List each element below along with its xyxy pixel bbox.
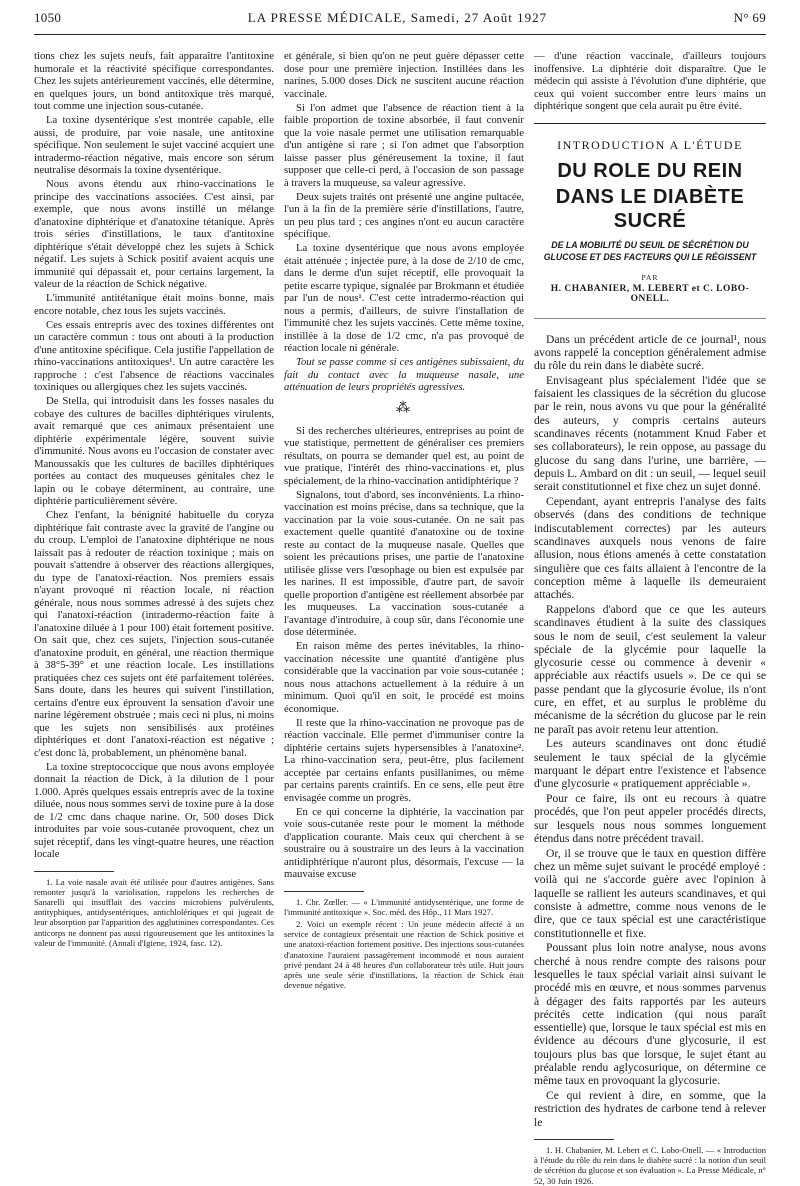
article-authors-rule [534,318,766,319]
paragraph: Or, il se trouve que le taux en question diffère chez un même sujet suivant le procédé employé : voilà qui ne s'accorde guère avec l'opinion à laquelle se rallient les auteurs scandinaves, et qui consiste à admettre, comme nous venons de le dire, que ce taux spécial est une caractéristique constitutionnelle et fixe. [534,846,766,940]
section-separator: ⁂ [396,400,412,416]
paragraph: Nous avons étendu aux rhino-vaccinations le principe des vaccinations associées. C'est ainsi, par exemple, que nous avons instillé un mélange d'anatoxine diphtérique et d'anatoxine tétanique. Après trois séries d'instillations, le taux d'antitoxine diphtérique s'était développé chez les sujets à Schick négatif. Les sujets à Schick positif avaient acquis une immunité qui dépassait et, pour certains largement, la valeur de la réaction de Schick négative. [34,178,274,290]
paragraph: La toxine dysentérique que nous avons employée était atténuée ; injectée pure, à la dose de 2/10 de cmc, dans le derme d'un sujet réceptif, elle provoquait la petite escarre typique, signalée par Brokmann et étudiée par l'un de nous¹. C'est cette intradermo-réaction qui nous a permis, d'ailleurs, de suivre l'installation de l'immunité chez les sujets vaccinés. Cette même toxine, instillée à la dose de 1/2 cmc, n'a pas provoqué de réaction locale ni générale. [284,242,524,354]
footnote-rule [284,891,364,892]
paragraph: et générale, si bien qu'on ne peut guère dépasser cette dose pour une première injection. Instillées dans les narines, 5.000 doses Dick ne suscitent aucune réaction vaccinale. [284,50,524,100]
paragraph: L'immunité antitétanique était moins bonne, mais encore notable, chez tous les sujets vaccinés. [34,292,274,317]
footnote: 1. La voie nasale avait été utilisée pour d'autres antigènes. Sans remonter jusqu'à la variolisation, rappelons les recherches de Sanarelli qui insufflait des vaccins microbiens pulvérulents, antityphiques, antidysentériques, antichlolériques et qui jugeait de leur absorption par l'apparition des agglutinines correspondantes. Ces anticorps ne donnent pas aussi rigoureusement que les antitoxines la valeur de l'immunité. (Annali d'Igiene, 1924, fasc. 12). [34,876,274,948]
paragraph: En raison même des pertes inévitables, la rhino-vaccination nécessite une quantité d'antigène plus considérable que la vaccination par voie sous-cutanée ; nous nous attachons actuellement à la réduire à un minimum. Quoi qu'il en soit, le procédé est moins économique. [284,640,524,715]
column-1 [34,50,274,1072]
paragraph: Pour ce faire, ils ont eu recours à quatre procédés, que l'on peut appeler procédés directs, sur lesquels nous nous sommes longuement étendus dans notre précédent travail. [534,792,766,845]
column-2 [284,50,524,1072]
footnote: 2. Voici un exemple récent : Un jeune médecin affecté à un service de contagieux présentait une réaction de Schick positive et une anatoxi-réaction fortement positive. Des injections sous-cutanées d'anatoxine l'auraient passagèrement incommodé et nous auraient privé pendant 24 à 48 heures d'un collaborateur très utile. Huit jours après une seule série d'instillations, la réaction de Schick était devenue négative. [284,918,524,991]
paragraph: Ce qui revient à dire, en somme, que la restriction des hydrates de carbone tend à relever le [534,1089,766,1129]
paragraph: Si l'on admet que l'absence de réaction tient à la faible proportion de toxine absorbée, il faut convenir que la voie nasale permet une utilisation remarquable d'un antigène si rare ; si l'on admet que l'absorption laisse passer plus généreusement la toxine, il faut supposer que celle-ci perd, à l'occasion de son passage à travers la muqueuse, sa valeur agressive. [284,101,524,189]
paragraph: Chez l'enfant, la bénignité habituelle du coryza diphtérique fait contraste avec la gravité de l'angine ou du croup. L'emploi de l'anatoxine diphtérique ne nous laissait pas à redouter de réaction toxinique ; mais on pouvait s'attendre à observer des réactions allergiques, du type de l'anatoxi-réaction. Nos premiers essais n'ayant provoqué ni réaction locale, ni réaction générale, nous nous sommes adressé à des sujets chez qui l'anatoxi-réaction (intradermo-réaction faite à l'anatoxine diluée à 1 pour 100) était fortement positive. On sait que, chez ces sujets, l'injection sous-cutanée d'anatoxine produit, en général, une réaction thermique à 38°5-39° et une réaction locale. Les instillations pratiquées chez ces sujets ont été parfaitement tolérées. Sans doute, dans les heures qui suivent l'instillation, certains d'entre eux éprouvent la sensation d'avoir une narine légèrement obstruée ; mais ceci ni plus, ni moins que les sujets non sensibilisés aux protéines diphtériques et dont l'anatoxi-réaction est négative ; c'est donc là, probablement, un phénomène banal. [34,509,274,759]
paragraph: Poussant plus loin notre analyse, nous avons cherché à nous rendre compte des raisons pour lesquelles le taux spécial variait ainsi suivant le procédé mis en œuvre, et nous sommes parvenus à dégager des faits rapportés par les auteurs précités cette indication (qui nous paraît essentielle) que, lorsque le taux spécial est mis en évidence au décours d'une glycosurie, il est toujours plus bas que lorsque, le sujet étant au préalable rendu aglycosurique, on détermine ce même taux en provoquant la glycosurie. [534,941,766,1088]
footnote-rule [34,871,114,872]
paragraph: La toxine streptococcique que nous avons employée donnait la réaction de Dick, à la dilution de 1 pour 1.000. Après quelques essais entrepris avec de la toxine diluée, nous nous sommes servi de toxine pure à la dose de 1/2 cmc dans chaque narine. Or, 500 doses Dick introduites par voie sous-cutanée provoquent, chez un sujet réceptif, dans les vingt-quatre heures, une réaction locale [34,760,274,860]
page-header [34,10,766,32]
article-intro: INTRODUCTION A L'ÉTUDE [557,137,743,152]
paragraph: Cependant, ayant entrepris l'analyse des faits observés (dans des conditions de technique indiscutablement correctes) par les auteurs scandinaves auxquels nous venons de faire allusion, nous étions amenés à cette constatation singulière que ces faits allaient à l'encontre de la conception même à laquelle ils demeuraient attachés. [534,495,766,602]
paragraph: Tout se passe comme si ces antigènes subissaient, du fait du contact avec la muqueuse nasale, une atténuation de leurs propriétés agressives. [284,356,524,393]
article-par: PAR [641,272,659,282]
paragraph: Signalons, tout d'abord, ses inconvénients. La rhino-vaccination est moins précise, dans sa technique, que la vaccination par la voie sous-cutanée. On ne sait pas exactement quelle quantité d'anatoxine ou de toxine reste au contact de la muqueuse nasale. Quelles que soient les précautions prises, une partie de l'anatoxine utilisée glisse vers l'œsophage ou bien est expulsée par les narines. Il est impossible, d'autre part, de savoir quelle proportion d'antigène est réellement absorbée par les muqueuses. La vaccination sous-cutanée a l'avantage d'introduire, à coup sûr, dans l'économie une dose déterminée. [284,488,524,638]
paragraph: Deux sujets traités ont présenté une angine pultacée, l'un à la fin de la première série d'instillations, l'autre, un peu plus tard ; ces angines n'ont eu aucun caractère spécifique. [284,190,524,240]
paragraph: En ce qui concerne la diphtérie, la vaccination par voie sous-cutanée reste pour le moment la méthode d'application courante. Mais ceux qui cherchent à se soustraire ou à soustraire un des leurs à la vaccination antidiphtérique n'auront plus, désormais, l'excuse — la mauvaise excuse [284,805,524,880]
paragraph: Envisageant plus spécialement l'idée que se faisaient les classiques de la sécrétion du glucose par le rein, nous avons vu que pour la généralité des auteurs, y compris certains auteurs scandinaves récents (notamment Knud Faber et ses collaborateurs), le rein oppose, au passage du glucose du sang dans l'urine, une barrière, — depuis L. Ambard on dit : un seuil, — lequel seuil serait constitutionnel et fixe chez un sujet donné. [534,373,766,494]
article-body [534,333,766,1130]
article-authors: H. CHABANIER, M. LEBERT et C. LOBO-ONELL. [550,283,750,304]
paragraph: De Stella, qui introduisit dans les fosses nasales du cobaye des cultures de bacilles diphtériques virulents, avait remarqué que ces animaux présentaient une diphtérie expérimentale légère, souvent suivie d'immunité. Nous avons eu l'occasion de constater avec Manoussakis que les cultures de bacilles diphtériques portées au contact des muqueuses génitales chez le lapin ou le cobaye déterminent, au contraire, une diphtérie particulièrement sévère. [34,395,274,507]
article-rule [534,123,766,124]
paragraph: tions chez les sujets neufs, fait apparaître l'antitoxine humorale et la réactivité spécifique correspondantes. Chez les sujets antérieurement vaccinés, elle détermine, en quelques jours, un bond antitoxique très marqué, tout comme une injection sous-cutanée. [34,50,274,112]
header-rule [34,34,766,35]
paragraph: — d'une réaction vaccinale, d'ailleurs toujours inoffensive. La diphtérie doit disparaître. Que le médecin qui assiste à l'évolution d'une diphtérie, que ceux qui voient succomber entre leurs mains un diphtérique songent que cela aurait pu être évité. [534,50,766,112]
issue-number: N° 69 [733,10,766,25]
footnote: 1. H. Chabanier, M. Lebert et C. Lobo-Onell. — « Introduction à l'étude du rôle du rein dans le diabète sucré : la notion d'un seuil de sécrétion du glucose et son évaluation ». La Presse Médicale, n° 52, 30 Juin 1926. [534,1145,766,1186]
paragraph: Il reste que la rhino-vaccination ne provoque pas de réaction vaccinale. Elle permet d'immuniser contre la diphtérie certains sujets hypersensibles à l'anatoxine². La rhino-vaccination sera, peut-être, plus facilement acceptée par certains enfants pusillanimes, ou même par certains parents craintifs. En ce sens, elle peut être envisagée comme un progrès. [284,716,524,804]
article-title-line-2: DANS LE DIABÈTE SUCRÉ [555,185,745,232]
paragraph: Si des recherches ultérieures, entreprises au point de vue statistique, permettent de généraliser ces premiers résultats, on pourra se demander quel est, au point de vue pratique, l'intérêt des rhino-vaccinations et, plus spécialement, de la rhino-vaccination antidiphtérique ? [284,424,524,487]
paragraph: Dans un précédent article de ce journal¹, nous avons rappelé la conception généralement admise du rôle du rein dans le diabète sucré. [534,332,766,373]
journal-title: LA PRESSE MÉDICALE, Samedi, 27 Août 1927 [247,10,548,25]
footnote-rule [534,1139,614,1140]
paragraph: Les auteurs scandinaves ont donc étudié seulement le taux spécial de la glycémie marquant le départ entre l'existence et l'absence d'une glycosurie « pratiquement appréciable ». [534,737,766,791]
column-3 [534,50,766,1186]
footnote: 1. Chr. Zœller. — « L'immunité antidysentérique, une forme de l'immunité antitoxique ». Soc. méd. des Hôp., 11 Mars 1927. [284,896,524,917]
article-title-line-1: DU ROLE DU REIN [557,159,743,182]
paragraph: La toxine dysentérique s'est montrée capable, elle aussi, de produire, par voie nasale, une antitoxine spécifique. Non seulement le sujet vacciné acquiert une intradermo-réaction négative, mais encore son sérum neutralise désormais la toxine dysentérique. [34,114,274,176]
paragraph: Ces essais entrepris avec des toxines différentes ont un caractère commun : tous ont abouti à la production d'une antitoxine spécifique. Cela justifie l'appellation de rhino-vaccinations antitoxiques¹. Un autre caractère les rapproche : c'est l'absence de réactions vaccinales toxiniques ou allergiques chez les sujets vaccinés. [34,318,274,393]
paragraph: Rappelons d'abord que ce que les auteurs scandinaves étudient à la suite des classiques sous le nom de seuil, c'est seulement la valeur spéciale de la glycémie pour laquelle la glycosurie cesse ou commence à devenir « appréciable aux réactifs usuels ». De ce qui se passe pendant que la glycosurie évolue, ils n'ont cure, en effet, et au surplus le problème du mécanisme de la sécrétion du glucose par le rein ne paraît pas avoir retenu leur attention. [534,602,766,736]
page-number: 1050 [34,10,62,25]
article-subtitle: DE LA MOBILITÉ DU SEUIL DE SÉCRÉTION DU GLUCOSE ET DES FACTEURS QUI LE RÉGISSENT [543,239,757,262]
